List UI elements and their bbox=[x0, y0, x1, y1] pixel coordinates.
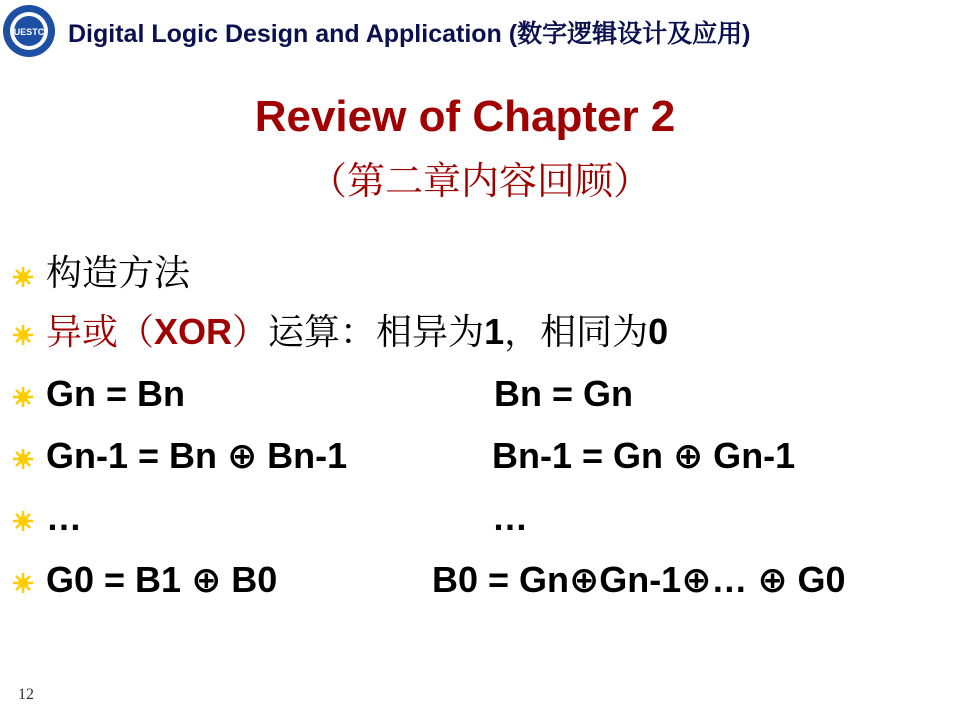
formula-left: … bbox=[46, 497, 82, 538]
sunburst-bullet-icon bbox=[12, 324, 34, 346]
xor-rule-one: 1 bbox=[484, 311, 505, 352]
sunburst-bullet-icon bbox=[12, 266, 34, 288]
sunburst-bullet-icon bbox=[12, 386, 34, 408]
slide-title: Review of Chapter 2 bbox=[254, 92, 676, 141]
bullet-item bbox=[12, 306, 952, 356]
bullet-item bbox=[12, 492, 952, 542]
formula-right: B0 = Gn⊕Gn-1⊕… ⊕ G0 bbox=[432, 559, 846, 600]
header-title: Digital Logic Design and Application (数字逻辑设计及应用) bbox=[68, 20, 751, 48]
sunburst-bullet-icon bbox=[12, 572, 34, 594]
bullet-item bbox=[12, 430, 952, 480]
formula-left: Gn-1 = Bn ⊕ Bn-1 bbox=[46, 435, 348, 476]
formula-left: Gn = Bn bbox=[46, 373, 186, 414]
slide-subtitle: （第二章内容回顾） bbox=[308, 159, 651, 203]
xor-rule-text2: ，相同为 bbox=[504, 312, 649, 353]
svg-text:UESTC: UESTC bbox=[13, 27, 45, 37]
formula-left: G0 = B1 ⊕ B0 bbox=[46, 559, 278, 600]
page-number: 12 bbox=[18, 686, 34, 703]
bullet-text bbox=[46, 310, 668, 355]
xor-label: XOR bbox=[154, 311, 233, 352]
formula-right: Bn = Gn bbox=[494, 373, 634, 414]
university-seal-icon bbox=[2, 4, 56, 58]
xor-rule-text: 运算：相异为 bbox=[268, 312, 485, 353]
sunburst-bullet-icon bbox=[12, 510, 34, 532]
bullet-item bbox=[12, 554, 952, 604]
xor-label-open: 异或（ bbox=[46, 312, 155, 353]
sunburst-bullet-icon bbox=[12, 448, 34, 470]
xor-rule-zero: 0 bbox=[648, 311, 669, 352]
xor-label-close: ） bbox=[232, 312, 269, 353]
formula-right: Bn-1 = Gn ⊕ Gn-1 bbox=[492, 435, 796, 476]
bullet-text: 构造方法 bbox=[46, 253, 191, 294]
formula-right: … bbox=[492, 497, 528, 538]
bullet-item bbox=[12, 368, 952, 418]
bullet-item bbox=[12, 248, 952, 298]
